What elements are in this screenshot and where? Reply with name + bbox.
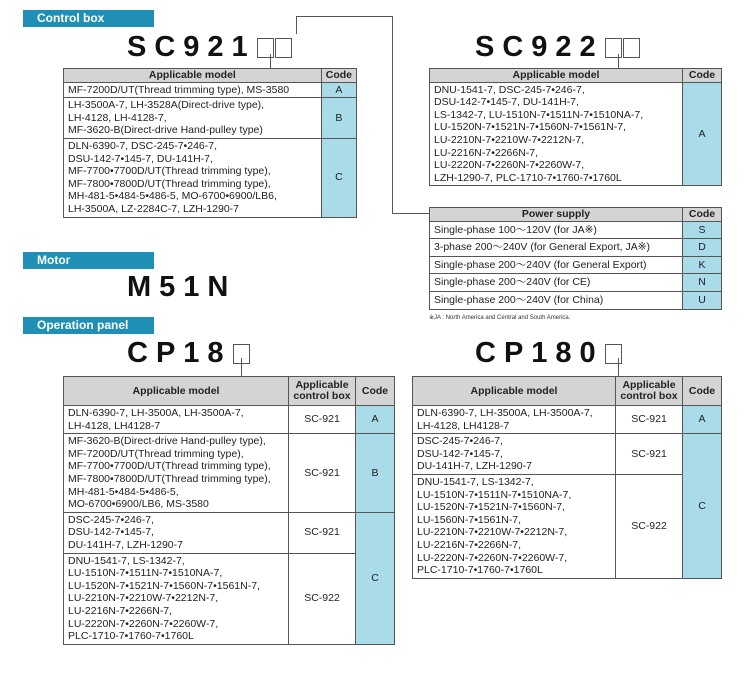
sc922-label: SC922 bbox=[475, 31, 604, 63]
power-supply-table bbox=[429, 207, 722, 310]
cp18-title bbox=[127, 337, 250, 369]
table-row bbox=[413, 406, 722, 434]
header-power-supply: Power supply bbox=[430, 208, 683, 222]
model-cell: DSC-245-7•246-7, DSU-142-7•145-7, DU-141H-7, LZH-1290-7 bbox=[64, 512, 289, 553]
code-cell: A bbox=[356, 406, 395, 434]
code-cell: B bbox=[321, 98, 356, 139]
header-code: Code bbox=[321, 69, 356, 83]
table-row bbox=[64, 138, 357, 217]
code-cell: A bbox=[321, 82, 356, 98]
header-applicable-control-box: Applicable control box bbox=[289, 377, 356, 406]
sc921-title bbox=[127, 31, 292, 63]
control-box-cell: SC-921 bbox=[289, 512, 356, 553]
section-motor: Motor bbox=[23, 252, 154, 269]
cp18-label: CP18 bbox=[127, 337, 232, 369]
code-cell: C bbox=[683, 434, 722, 579]
cp180-table bbox=[412, 376, 722, 579]
supply-cell: Single-phase 200〜240V (for General Export) bbox=[430, 256, 683, 274]
supply-cell: Single-phase 200〜240V (for CE) bbox=[430, 274, 683, 292]
table-row bbox=[430, 291, 722, 309]
code-cell: B bbox=[356, 434, 395, 513]
sc922-title bbox=[475, 31, 640, 63]
code-cell: U bbox=[683, 291, 722, 309]
connector-line bbox=[296, 16, 393, 17]
model-cell: DLN-6390-7, LH-3500A, LH-3500A-7, LH-4128, LH4128-7 bbox=[413, 406, 616, 434]
header-applicable-control-box: Applicable control box bbox=[616, 377, 683, 406]
control-box-cell: SC-921 bbox=[289, 406, 356, 434]
sc921-table bbox=[63, 68, 357, 218]
table-row bbox=[413, 434, 722, 475]
control-box-cell: SC-921 bbox=[616, 406, 683, 434]
code-cell: D bbox=[683, 239, 722, 257]
table-row bbox=[430, 82, 722, 186]
model-cell: DLN-6390-7, LH-3500A, LH-3500A-7, LH-4128, LH4128-7 bbox=[64, 406, 289, 434]
control-box-cell: SC-922 bbox=[289, 553, 356, 644]
sc922-table bbox=[429, 68, 722, 186]
connector-line bbox=[270, 54, 271, 68]
connector-line bbox=[296, 16, 297, 34]
code-cell: A bbox=[683, 406, 722, 434]
section-control-box: Control box bbox=[23, 10, 154, 27]
m51n-title: M51N bbox=[127, 271, 237, 303]
table-row bbox=[430, 274, 722, 292]
model-cell: DLN-6390-7, DSC-245-7•246-7, DSU-142-7•145-7, DU-141H-7, MF-7700•7700D/UT(Thread trimming type), MF-7800•7800D/UT(Thread trimming type), MH-481-5•484-5•486-5, MO-6700•6900/LB6, LH-3500A, LZ-2284C-7, LZH-1290-7 bbox=[64, 138, 322, 217]
header-code: Code bbox=[356, 377, 395, 406]
header-code: Code bbox=[683, 377, 722, 406]
code-cell: C bbox=[321, 138, 356, 217]
table-row bbox=[64, 98, 357, 139]
section-operation-panel: Operation panel bbox=[23, 317, 154, 334]
code-cell: A bbox=[683, 82, 722, 186]
model-cell: LH-3500A-7, LH-3528A(Direct-drive type), LH-4128, LH-4128-7, MF-3620-B(Direct-drive Hand-pulley type) bbox=[64, 98, 322, 139]
code-cell: S bbox=[683, 221, 722, 239]
supply-cell: Single-phase 100〜120V (for JA※) bbox=[430, 221, 683, 239]
control-box-cell: SC-921 bbox=[289, 434, 356, 513]
code-cell: N bbox=[683, 274, 722, 292]
header-code: Code bbox=[683, 208, 722, 222]
model-cell: DNU-1541-7, DSC-245-7•246-7, DSU-142-7•145-7, DU-141H-7, LS-1342-7, LU-1510N-7•1511N-7•1510NA-7, LU-1520N-7•1521N-7•1560N-7•1561N-7, LU-2210N-7•2210W-7•2212N-7, LU-2216N-7•2266N-7, LU-2220N-7•2260N-7•2260W-7, LZH-1290-7, PLC-1710-7•1760-7•1760L bbox=[430, 82, 683, 186]
cp180-box bbox=[605, 344, 622, 364]
model-cell: DNU-1541-7, LS-1342-7, LU-1510N-7•1511N-7•1510NA-7, LU-1520N-7•1521N-7•1560N-7•1561N-7, LU-2210N-7•2210W-7•2212N-7, LU-2216N-7•2266N-7, LU-2220N-7•2260N-7•2260W-7, PLC-1710-7•1760-7•1760L bbox=[64, 553, 289, 644]
connector-line bbox=[618, 358, 619, 376]
sc921-box-1 bbox=[257, 38, 274, 58]
cp180-label: CP180 bbox=[475, 337, 604, 369]
connector-line bbox=[241, 358, 242, 376]
sc922-box-1 bbox=[605, 38, 622, 58]
sc922-box-2 bbox=[623, 38, 640, 58]
header-applicable-model: Applicable model bbox=[64, 69, 322, 83]
model-cell: MF-3620-B(Direct-drive Hand-pulley type), MF-7200D/UT(Thread trimming type), MF-7700•7700D/UT(Thread trimming type), MF-7800•7800D/UT(Thread trimming type), MH-481-5•484-5•486-5, MO-6700•6900/LB6, MS-3580 bbox=[64, 434, 289, 513]
sc921-label: SC921 bbox=[127, 31, 256, 63]
table-row bbox=[64, 406, 395, 434]
header-code: Code bbox=[683, 69, 722, 83]
connector-line bbox=[392, 213, 429, 214]
sc921-box-2 bbox=[275, 38, 292, 58]
table-row bbox=[430, 221, 722, 239]
header-applicable-model: Applicable model bbox=[430, 69, 683, 83]
control-box-cell: SC-922 bbox=[616, 474, 683, 578]
cp18-table bbox=[63, 376, 395, 645]
connector-line bbox=[618, 54, 619, 68]
model-cell: DSC-245-7•246-7, DSU-142-7•145-7, DU-141H-7, LZH-1290-7 bbox=[413, 434, 616, 475]
model-cell: MF-7200D/UT(Thread trimming type), MS-3580 bbox=[64, 82, 322, 98]
model-cell: DNU-1541-7, LS-1342-7, LU-1510N-7•1511N-7•1510NA-7, LU-1520N-7•1521N-7•1560N-7, LU-1560N-7•1561N-7, LU-2210N-7•2210W-7•2212N-7, LU-2216N-7•2266N-7, LU-2220N-7•2260N-7•2260W-7, PLC-1710-7•1760-7•1760L bbox=[413, 474, 616, 578]
control-box-cell: SC-921 bbox=[616, 434, 683, 475]
code-cell: C bbox=[356, 512, 395, 644]
power-note: ※JA : North America and Central and South America. bbox=[429, 315, 571, 321]
header-applicable-model: Applicable model bbox=[413, 377, 616, 406]
table-row bbox=[64, 82, 357, 98]
supply-cell: 3-phase 200〜240V (for General Export, JA※) bbox=[430, 239, 683, 257]
supply-cell: Single-phase 200〜240V (for China) bbox=[430, 291, 683, 309]
cp180-title bbox=[475, 337, 622, 369]
connector-line bbox=[392, 16, 393, 214]
code-cell: K bbox=[683, 256, 722, 274]
table-row bbox=[64, 512, 395, 553]
table-row bbox=[64, 553, 395, 644]
table-row bbox=[430, 256, 722, 274]
table-row bbox=[430, 239, 722, 257]
table-row bbox=[413, 474, 722, 578]
table-row bbox=[64, 434, 395, 513]
header-applicable-model: Applicable model bbox=[64, 377, 289, 406]
